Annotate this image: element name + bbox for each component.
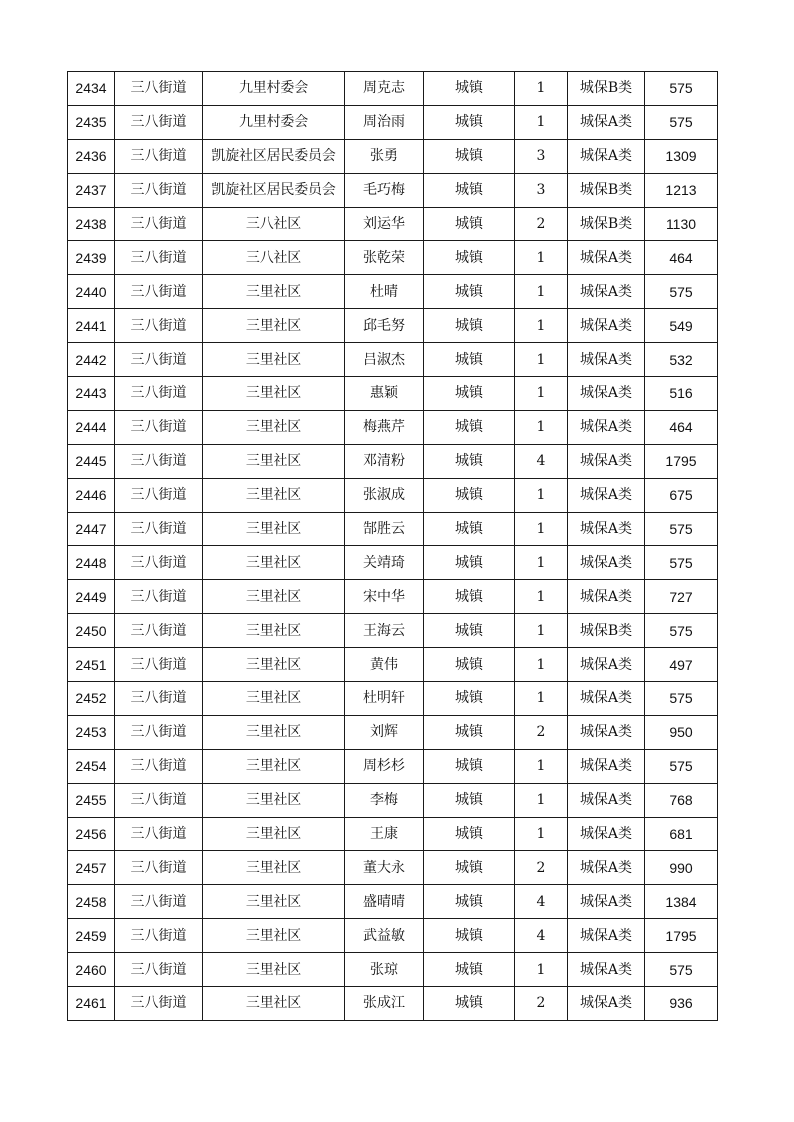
household-count-cell: 1 [515, 410, 568, 444]
amount-cell: 768 [645, 783, 718, 817]
row-number: 2434 [68, 72, 115, 106]
community-cell: 三里社区 [203, 715, 345, 749]
row-number: 2448 [68, 546, 115, 580]
street-cell: 三八街道 [115, 987, 203, 1021]
name-cell: 宋中华 [345, 580, 424, 614]
area-type-cell: 城镇 [424, 410, 515, 444]
area-type-cell: 城镇 [424, 173, 515, 207]
insurance-category-cell: 城保A类 [568, 851, 645, 885]
amount-cell: 1130 [645, 207, 718, 241]
amount-cell: 575 [645, 682, 718, 716]
street-cell: 三八街道 [115, 410, 203, 444]
amount-cell: 575 [645, 72, 718, 106]
row-number: 2455 [68, 783, 115, 817]
name-cell: 张淑成 [345, 478, 424, 512]
area-type-cell: 城镇 [424, 715, 515, 749]
amount-cell: 575 [645, 275, 718, 309]
insurance-category-cell: 城保A类 [568, 953, 645, 987]
area-type-cell: 城镇 [424, 851, 515, 885]
area-type-cell: 城镇 [424, 817, 515, 851]
table-row [68, 580, 718, 614]
table-row [68, 173, 718, 207]
insurance-category-cell: 城保A类 [568, 919, 645, 953]
area-type-cell: 城镇 [424, 682, 515, 716]
roster-body [68, 72, 718, 1021]
community-cell: 三八社区 [203, 207, 345, 241]
household-count-cell: 1 [515, 343, 568, 377]
street-cell: 三八街道 [115, 953, 203, 987]
table-row [68, 919, 718, 953]
name-cell: 关靖琦 [345, 546, 424, 580]
community-cell: 三里社区 [203, 987, 345, 1021]
amount-cell: 575 [645, 953, 718, 987]
area-type-cell: 城镇 [424, 241, 515, 275]
household-count-cell: 1 [515, 478, 568, 512]
household-count-cell: 1 [515, 72, 568, 106]
name-cell: 张勇 [345, 139, 424, 173]
street-cell: 三八街道 [115, 207, 203, 241]
insurance-category-cell: 城保A类 [568, 105, 645, 139]
insurance-category-cell: 城保A类 [568, 410, 645, 444]
name-cell: 杜晴 [345, 275, 424, 309]
household-count-cell: 1 [515, 648, 568, 682]
community-cell: 三里社区 [203, 919, 345, 953]
community-cell: 三里社区 [203, 377, 345, 411]
name-cell: 杜明轩 [345, 682, 424, 716]
table-row [68, 885, 718, 919]
row-number: 2456 [68, 817, 115, 851]
name-cell: 王康 [345, 817, 424, 851]
area-type-cell: 城镇 [424, 343, 515, 377]
table-row [68, 987, 718, 1021]
community-cell: 三八社区 [203, 241, 345, 275]
name-cell: 盛晴晴 [345, 885, 424, 919]
community-cell: 三里社区 [203, 749, 345, 783]
insurance-category-cell: 城保A类 [568, 783, 645, 817]
amount-cell: 575 [645, 749, 718, 783]
area-type-cell: 城镇 [424, 580, 515, 614]
community-cell: 凯旋社区居民委员会 [203, 173, 345, 207]
household-count-cell: 4 [515, 885, 568, 919]
name-cell: 黄伟 [345, 648, 424, 682]
amount-cell: 464 [645, 241, 718, 275]
insurance-category-cell: 城保A类 [568, 309, 645, 343]
street-cell: 三八街道 [115, 512, 203, 546]
amount-cell: 549 [645, 309, 718, 343]
area-type-cell: 城镇 [424, 919, 515, 953]
insurance-category-cell: 城保A类 [568, 682, 645, 716]
area-type-cell: 城镇 [424, 885, 515, 919]
table-row [68, 309, 718, 343]
table-row [68, 343, 718, 377]
insurance-category-cell: 城保A类 [568, 715, 645, 749]
name-cell: 武益敏 [345, 919, 424, 953]
amount-cell: 990 [645, 851, 718, 885]
area-type-cell: 城镇 [424, 444, 515, 478]
household-count-cell: 1 [515, 953, 568, 987]
insurance-category-cell: 城保A类 [568, 139, 645, 173]
row-number: 2436 [68, 139, 115, 173]
street-cell: 三八街道 [115, 817, 203, 851]
street-cell: 三八街道 [115, 682, 203, 716]
household-count-cell: 4 [515, 444, 568, 478]
amount-cell: 675 [645, 478, 718, 512]
street-cell: 三八街道 [115, 546, 203, 580]
insurance-category-cell: 城保A类 [568, 444, 645, 478]
household-count-cell: 2 [515, 851, 568, 885]
table-row [68, 614, 718, 648]
table-row [68, 139, 718, 173]
area-type-cell: 城镇 [424, 309, 515, 343]
row-number: 2451 [68, 648, 115, 682]
community-cell: 三里社区 [203, 648, 345, 682]
community-cell: 三里社区 [203, 614, 345, 648]
row-number: 2445 [68, 444, 115, 478]
amount-cell: 727 [645, 580, 718, 614]
amount-cell: 464 [645, 410, 718, 444]
amount-cell: 575 [645, 614, 718, 648]
household-count-cell: 3 [515, 139, 568, 173]
row-number: 2454 [68, 749, 115, 783]
amount-cell: 950 [645, 715, 718, 749]
insurance-category-cell: 城保A类 [568, 580, 645, 614]
name-cell: 吕淑杰 [345, 343, 424, 377]
row-number: 2444 [68, 410, 115, 444]
table-row [68, 682, 718, 716]
household-count-cell: 1 [515, 817, 568, 851]
table-row [68, 105, 718, 139]
street-cell: 三八街道 [115, 783, 203, 817]
name-cell: 毛巧梅 [345, 173, 424, 207]
area-type-cell: 城镇 [424, 72, 515, 106]
insurance-category-cell: 城保A类 [568, 478, 645, 512]
street-cell: 三八街道 [115, 275, 203, 309]
row-number: 2439 [68, 241, 115, 275]
community-cell: 三里社区 [203, 410, 345, 444]
table-row [68, 953, 718, 987]
insurance-category-cell: 城保B类 [568, 207, 645, 241]
community-cell: 三里社区 [203, 275, 345, 309]
community-cell: 三里社区 [203, 885, 345, 919]
area-type-cell: 城镇 [424, 275, 515, 309]
area-type-cell: 城镇 [424, 105, 515, 139]
amount-cell: 1384 [645, 885, 718, 919]
street-cell: 三八街道 [115, 105, 203, 139]
area-type-cell: 城镇 [424, 614, 515, 648]
household-count-cell: 2 [515, 715, 568, 749]
community-cell: 三里社区 [203, 953, 345, 987]
row-number: 2435 [68, 105, 115, 139]
name-cell: 张琼 [345, 953, 424, 987]
name-cell: 梅燕芹 [345, 410, 424, 444]
community-cell: 九里村委会 [203, 105, 345, 139]
household-count-cell: 1 [515, 512, 568, 546]
street-cell: 三八街道 [115, 241, 203, 275]
community-cell: 三里社区 [203, 580, 345, 614]
table-row [68, 377, 718, 411]
community-cell: 三里社区 [203, 512, 345, 546]
amount-cell: 681 [645, 817, 718, 851]
household-count-cell: 1 [515, 614, 568, 648]
table-row [68, 783, 718, 817]
insurance-category-cell: 城保A类 [568, 275, 645, 309]
name-cell: 邓清粉 [345, 444, 424, 478]
insurance-category-cell: 城保A类 [568, 377, 645, 411]
amount-cell: 1309 [645, 139, 718, 173]
row-number: 2441 [68, 309, 115, 343]
table-row [68, 72, 718, 106]
insurance-category-cell: 城保A类 [568, 512, 645, 546]
insurance-category-cell: 城保B类 [568, 614, 645, 648]
row-number: 2443 [68, 377, 115, 411]
community-cell: 九里村委会 [203, 72, 345, 106]
community-cell: 三里社区 [203, 546, 345, 580]
row-number: 2446 [68, 478, 115, 512]
insurance-category-cell: 城保A类 [568, 546, 645, 580]
table-row [68, 512, 718, 546]
row-number: 2450 [68, 614, 115, 648]
row-number: 2453 [68, 715, 115, 749]
table-row [68, 749, 718, 783]
table-row [68, 275, 718, 309]
street-cell: 三八街道 [115, 749, 203, 783]
name-cell: 周治雨 [345, 105, 424, 139]
area-type-cell: 城镇 [424, 953, 515, 987]
area-type-cell: 城镇 [424, 139, 515, 173]
street-cell: 三八街道 [115, 885, 203, 919]
household-count-cell: 1 [515, 749, 568, 783]
name-cell: 刘辉 [345, 715, 424, 749]
row-number: 2461 [68, 987, 115, 1021]
street-cell: 三八街道 [115, 715, 203, 749]
name-cell: 周杉杉 [345, 749, 424, 783]
name-cell: 张乾荣 [345, 241, 424, 275]
amount-cell: 497 [645, 648, 718, 682]
table-row [68, 410, 718, 444]
row-number: 2447 [68, 512, 115, 546]
household-count-cell: 1 [515, 105, 568, 139]
household-count-cell: 1 [515, 580, 568, 614]
row-number: 2460 [68, 953, 115, 987]
row-number: 2440 [68, 275, 115, 309]
table-row [68, 648, 718, 682]
roster-table [67, 71, 718, 1021]
amount-cell: 575 [645, 512, 718, 546]
amount-cell: 1213 [645, 173, 718, 207]
area-type-cell: 城镇 [424, 648, 515, 682]
household-count-cell: 1 [515, 309, 568, 343]
amount-cell: 532 [645, 343, 718, 377]
street-cell: 三八街道 [115, 173, 203, 207]
insurance-category-cell: 城保A类 [568, 817, 645, 851]
name-cell: 李梅 [345, 783, 424, 817]
street-cell: 三八街道 [115, 851, 203, 885]
area-type-cell: 城镇 [424, 987, 515, 1021]
insurance-category-cell: 城保A类 [568, 885, 645, 919]
street-cell: 三八街道 [115, 614, 203, 648]
street-cell: 三八街道 [115, 580, 203, 614]
community-cell: 三里社区 [203, 682, 345, 716]
area-type-cell: 城镇 [424, 512, 515, 546]
name-cell: 董大永 [345, 851, 424, 885]
insurance-category-cell: 城保B类 [568, 173, 645, 207]
street-cell: 三八街道 [115, 377, 203, 411]
row-number: 2438 [68, 207, 115, 241]
name-cell: 张成江 [345, 987, 424, 1021]
insurance-category-cell: 城保A类 [568, 648, 645, 682]
street-cell: 三八街道 [115, 478, 203, 512]
table-row [68, 207, 718, 241]
household-count-cell: 2 [515, 207, 568, 241]
name-cell: 邱毛努 [345, 309, 424, 343]
name-cell: 周克志 [345, 72, 424, 106]
street-cell: 三八街道 [115, 309, 203, 343]
household-count-cell: 1 [515, 783, 568, 817]
table-row [68, 546, 718, 580]
insurance-category-cell: 城保A类 [568, 343, 645, 377]
amount-cell: 936 [645, 987, 718, 1021]
amount-cell: 1795 [645, 444, 718, 478]
household-count-cell: 1 [515, 241, 568, 275]
name-cell: 郜胜云 [345, 512, 424, 546]
amount-cell: 575 [645, 546, 718, 580]
community-cell: 三里社区 [203, 783, 345, 817]
table-row [68, 444, 718, 478]
insurance-category-cell: 城保B类 [568, 72, 645, 106]
household-count-cell: 1 [515, 546, 568, 580]
household-count-cell: 2 [515, 987, 568, 1021]
household-count-cell: 3 [515, 173, 568, 207]
name-cell: 惠颖 [345, 377, 424, 411]
community-cell: 三里社区 [203, 817, 345, 851]
area-type-cell: 城镇 [424, 749, 515, 783]
household-count-cell: 1 [515, 682, 568, 716]
area-type-cell: 城镇 [424, 783, 515, 817]
row-number: 2437 [68, 173, 115, 207]
household-count-cell: 1 [515, 377, 568, 411]
community-cell: 三里社区 [203, 309, 345, 343]
row-number: 2457 [68, 851, 115, 885]
row-number: 2442 [68, 343, 115, 377]
street-cell: 三八街道 [115, 139, 203, 173]
street-cell: 三八街道 [115, 72, 203, 106]
insurance-category-cell: 城保A类 [568, 749, 645, 783]
community-cell: 三里社区 [203, 343, 345, 377]
community-cell: 凯旋社区居民委员会 [203, 139, 345, 173]
table-row [68, 478, 718, 512]
name-cell: 王海云 [345, 614, 424, 648]
area-type-cell: 城镇 [424, 546, 515, 580]
row-number: 2452 [68, 682, 115, 716]
insurance-category-cell: 城保A类 [568, 987, 645, 1021]
community-cell: 三里社区 [203, 478, 345, 512]
row-number: 2449 [68, 580, 115, 614]
amount-cell: 1795 [645, 919, 718, 953]
amount-cell: 575 [645, 105, 718, 139]
household-count-cell: 1 [515, 275, 568, 309]
area-type-cell: 城镇 [424, 377, 515, 411]
community-cell: 三里社区 [203, 851, 345, 885]
row-number: 2458 [68, 885, 115, 919]
community-cell: 三里社区 [203, 444, 345, 478]
street-cell: 三八街道 [115, 648, 203, 682]
table-row [68, 715, 718, 749]
street-cell: 三八街道 [115, 444, 203, 478]
insurance-category-cell: 城保A类 [568, 241, 645, 275]
street-cell: 三八街道 [115, 343, 203, 377]
area-type-cell: 城镇 [424, 207, 515, 241]
name-cell: 刘运华 [345, 207, 424, 241]
household-count-cell: 4 [515, 919, 568, 953]
street-cell: 三八街道 [115, 919, 203, 953]
table-row [68, 241, 718, 275]
area-type-cell: 城镇 [424, 478, 515, 512]
table-row [68, 817, 718, 851]
row-number: 2459 [68, 919, 115, 953]
amount-cell: 516 [645, 377, 718, 411]
table-row [68, 851, 718, 885]
